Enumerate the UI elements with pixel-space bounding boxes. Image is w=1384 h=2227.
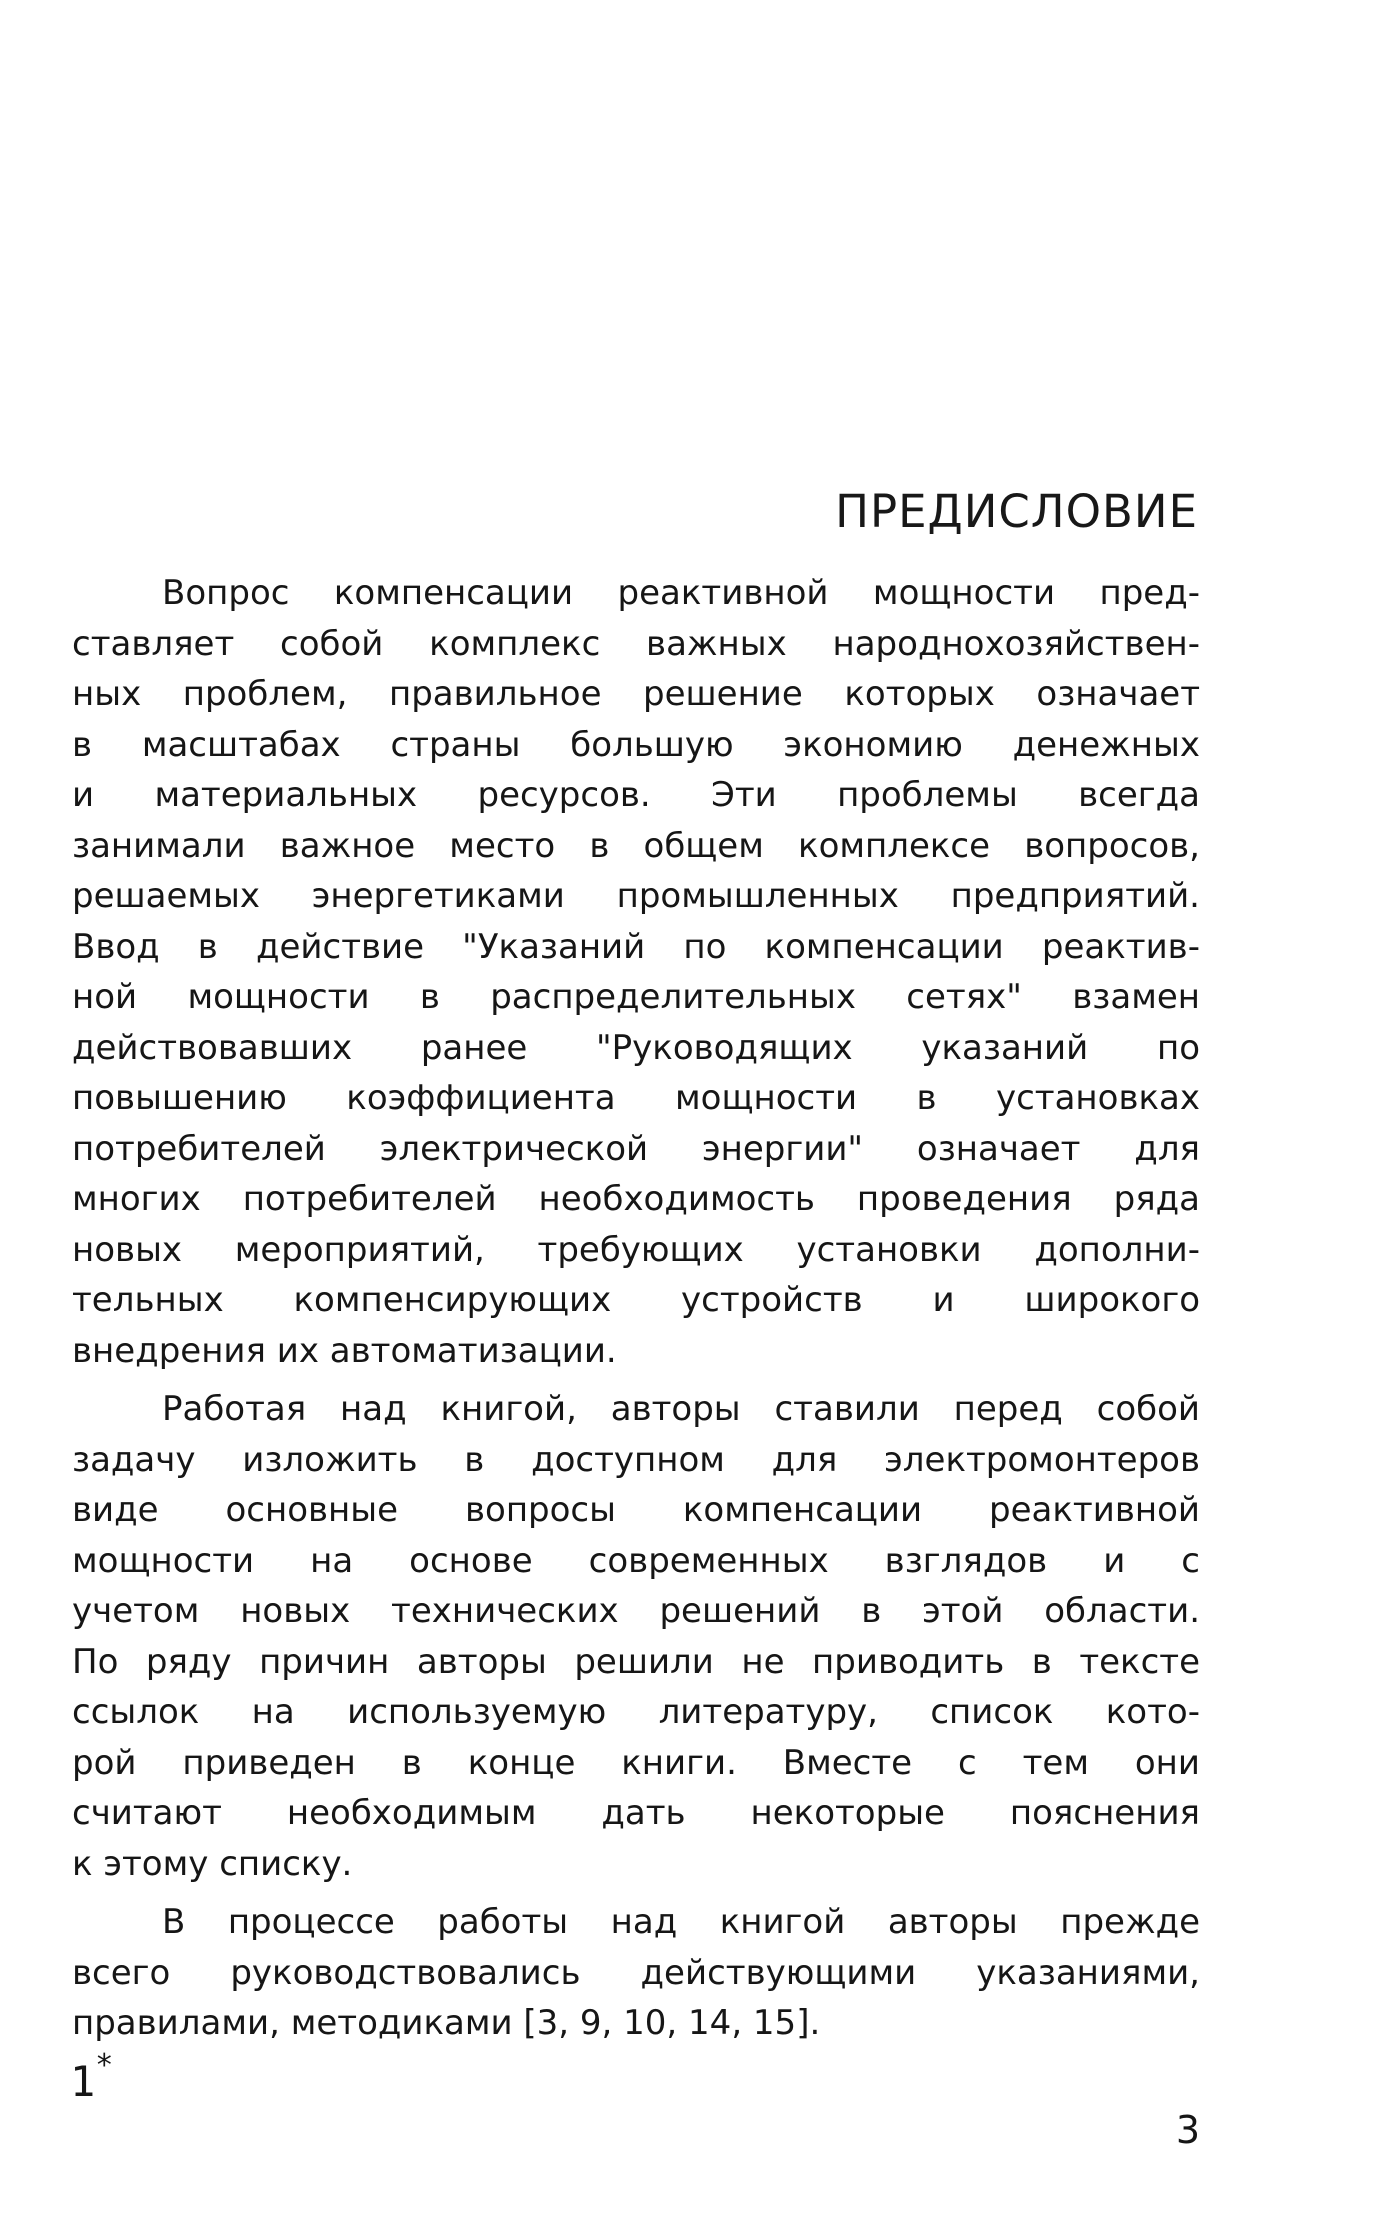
paragraph-gap [72,1376,1200,1384]
page-number: 3 [1175,2108,1200,2152]
text-line: решаемых энергетиками промышленных предприятий. [72,876,1200,916]
text-line: ной мощности в распределительных сетях" взамен [72,977,1200,1017]
text-line: тельных компенсирующих устройств и широкого [72,1280,1200,1320]
preface-text [72,568,1200,2049]
text-line: новых мероприятий, требующих установки дополни- [72,1229,1200,1270]
text-line: считают необходимым дать некоторые пояснения [72,1793,1200,1833]
text-line: действовавших ранее "Руководящих указаний по [72,1027,1200,1068]
text-line: многих потребителей необходимость проведения ряда [72,1179,1200,1219]
text-line: занимали важное место в общем комплексе вопросов, [72,825,1200,866]
paragraph-1 [72,568,1200,1376]
page-heading: ПРЕДИСЛОВИЕ [835,485,1198,538]
text-line: В процессе работы над книгой авторы прежде [162,1902,1200,1942]
text-line: повышению коэффициента мощности в установках [72,1078,1200,1118]
text-line: потребителей электрической энергии" означает для [72,1128,1200,1169]
text-line: виде основные вопросы компенсации реактивной [72,1490,1200,1530]
text-line: По ряду причин авторы решили не приводить в тексте [72,1641,1200,1682]
text-line: и материальных ресурсов. Эти проблемы всегда [72,775,1200,815]
text-line: в масштабах страны большую экономию денежных [72,724,1200,765]
paragraph-2 [72,1384,1200,1889]
paragraph-gap [72,1889,1200,1897]
text-line: задачу изложить в доступном для электромонтеров [72,1439,1200,1480]
text-line: ных проблем, правильное решение которых означает [72,674,1200,714]
text-line: Работая над книгой, авторы ставили перед собой [162,1389,1200,1429]
text-line: всего руководствовались действующими указаниями, [72,1952,1200,1993]
signature-mark [70,2048,114,2106]
signature-star: * [95,2048,114,2083]
text-line: ставляет собой комплекс важных народнохозяйствен- [72,623,1200,664]
text-line: мощности на основе современных взглядов и с [72,1540,1200,1581]
text-line: Ввод в действие "Указаний по компенсации реактив- [72,926,1200,967]
text-line: к этому списку. [72,1843,353,1884]
signature-number: 1 [70,2057,96,2106]
text-line: учетом новых технических решений в этой области. [72,1591,1200,1631]
text-line: внедрения их автоматизации. [72,1330,617,1371]
paragraph-3 [72,1897,1200,2049]
text-line: Вопрос компенсации реактивной мощности пред- [162,573,1200,613]
text-line: рой приведен в конце книги. Вместе с тем они [72,1742,1200,1783]
text-line: ссылок на используемую литературу, список кото- [72,1692,1200,1732]
text-line: правилами, методиками [3, 9, 10, 14, 15]. [72,2003,821,2043]
